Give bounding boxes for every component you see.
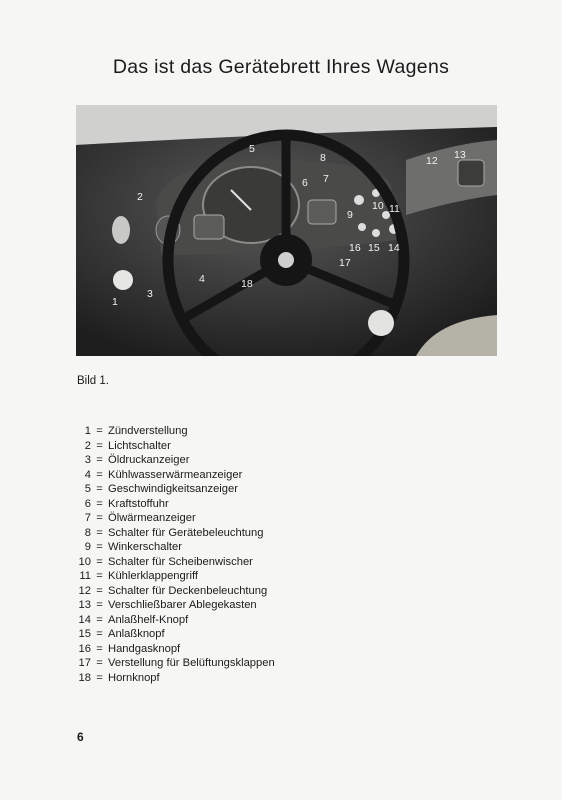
callout-18: 18: [241, 278, 253, 290]
legend-number: 11: [79, 570, 91, 582]
callout-17: 17: [339, 257, 351, 269]
legend-label: Schalter für Scheibenwischer: [108, 555, 253, 568]
legend-item: [76, 468, 275, 483]
legend-separator: =: [96, 599, 103, 611]
legend-label: Verstellung für Belüftungsklappen: [108, 657, 275, 669]
legend-item: [76, 497, 275, 512]
legend-separator: =: [96, 468, 103, 481]
legend-label: Winkerschalter: [108, 541, 182, 553]
legend-item: [76, 642, 275, 657]
callout-8: 8: [320, 152, 326, 164]
page-title: Das ist das Gerätebrett Ihres Wagens: [112, 56, 450, 78]
legend-list: [76, 424, 275, 685]
legend-number: 17: [78, 657, 91, 669]
legend-item: [76, 511, 275, 526]
legend-item: [76, 627, 275, 642]
legend-item: [76, 569, 275, 584]
legend-item: [76, 439, 275, 454]
dashboard-photo: [76, 105, 497, 356]
callout-7: 7: [323, 173, 329, 185]
callout-12: 12: [426, 155, 438, 167]
legend-separator: =: [96, 642, 103, 655]
legend-number: 6: [84, 497, 91, 510]
legend-label: Verschließbarer Ablegekasten: [108, 599, 257, 611]
legend-label: Öldruckanzeiger: [108, 454, 190, 466]
legend-item: [76, 526, 275, 541]
legend-label: Schalter für Deckenbeleuchtung: [108, 584, 268, 597]
legend-label: Kühlwasserwärmeanzeiger: [108, 468, 243, 481]
callout-5: 5: [249, 143, 255, 155]
legend-number: 9: [84, 541, 91, 553]
legend-separator: =: [96, 425, 103, 437]
legend-separator: =: [96, 570, 103, 582]
legend-item: [76, 671, 275, 686]
legend-label: Ölwärmeanzeiger: [108, 512, 196, 524]
callout-10: 10: [372, 200, 384, 212]
legend-separator: =: [96, 512, 103, 524]
legend-number: 8: [84, 526, 91, 539]
legend-number: 13: [78, 599, 91, 611]
legend-separator: =: [96, 628, 103, 640]
legend-separator: =: [96, 497, 103, 510]
legend-separator: =: [96, 671, 103, 684]
callout-4: 4: [199, 273, 205, 285]
legend-item: [76, 555, 275, 570]
legend-item: [76, 540, 275, 555]
legend-number: 5: [84, 483, 91, 495]
legend-label: Lichtschalter: [108, 439, 171, 452]
callout-6: 6: [302, 177, 308, 189]
legend-label: Zündverstellung: [108, 425, 188, 437]
callout-1: 1: [112, 296, 118, 308]
callout-14: 14: [388, 242, 400, 254]
page-number: 6: [77, 730, 84, 744]
callout-11: 11: [389, 203, 400, 215]
callout-16: 16: [349, 242, 361, 254]
legend-separator: =: [96, 584, 103, 597]
legend-number: 10: [78, 555, 91, 568]
legend-item: [76, 613, 275, 628]
legend-label: Kühlerklappengriff: [108, 570, 198, 582]
legend-label: Anlaßhelf-Knopf: [108, 613, 189, 626]
callout-3: 3: [147, 288, 153, 300]
legend-number: 3: [84, 454, 91, 466]
legend-label: Anlaßknopf: [108, 628, 165, 640]
legend-number: 2: [84, 439, 91, 452]
legend-item: [76, 453, 275, 468]
legend-item: [76, 656, 275, 671]
legend-separator: =: [96, 657, 103, 669]
legend-number: 15: [78, 628, 91, 640]
legend-item: [76, 482, 275, 497]
legend-separator: =: [96, 555, 103, 568]
legend-number: 7: [84, 512, 91, 524]
callout-13: 13: [454, 149, 466, 161]
legend-number: 16: [78, 642, 91, 655]
legend-separator: =: [96, 541, 103, 553]
figure-caption: Bild 1.: [77, 375, 109, 387]
callout-2: 2: [137, 191, 143, 203]
legend-number: 18: [78, 671, 91, 684]
legend-item: [76, 584, 275, 599]
legend-item: [76, 598, 275, 613]
legend-label: Hornknopf: [108, 671, 160, 684]
legend-separator: =: [96, 454, 103, 466]
legend-label: Geschwindigkeitsanzeiger: [108, 483, 238, 495]
legend-number: 4: [84, 468, 91, 481]
callout-15: 15: [368, 242, 380, 254]
legend-label: Kraftstoffuhr: [108, 497, 169, 510]
legend-number: 1: [84, 425, 91, 437]
legend-separator: =: [96, 613, 103, 626]
legend-number: 14: [78, 613, 91, 626]
legend-label: Handgasknopf: [108, 642, 181, 655]
legend-number: 12: [78, 584, 91, 597]
legend-item: [76, 424, 275, 439]
legend-separator: =: [96, 483, 103, 495]
legend-label: Schalter für Gerätebeleuchtung: [108, 526, 264, 539]
legend-separator: =: [96, 439, 103, 452]
legend-separator: =: [96, 526, 103, 539]
callout-9: 9: [347, 209, 353, 221]
